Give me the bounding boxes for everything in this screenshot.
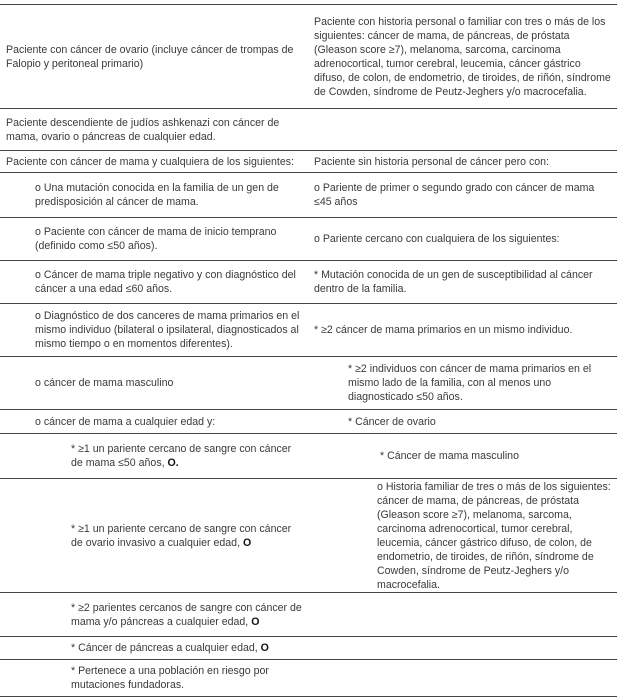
table-cell — [0, 304, 308, 356]
table-cell — [0, 173, 308, 217]
or-marker: O — [242, 536, 252, 549]
or-marker: O — [251, 615, 260, 628]
table-row — [0, 303, 617, 356]
table-cell — [0, 151, 308, 172]
table-cell — [308, 637, 617, 659]
table-row — [0, 409, 617, 433]
cell-text: o Historia familiar de tres o más de los siguientes: cáncer de mama, de páncreas, de próstata (Gleason score ≥7), melanoma, sarcoma, carcinoma adrenocortical, tumor cerebral, leucemia, cáncer gástrico difuso, de colon, de endometrio, de tiroides, de riñón, síndrome de Cowden, síndrome de Peutz-Jeghers y/o macrocefalia. — [377, 480, 611, 591]
table-cell — [0, 434, 308, 478]
table-row — [0, 636, 617, 659]
table-row — [0, 433, 617, 478]
table-row — [0, 108, 617, 150]
table-cell — [0, 660, 308, 696]
cell-text: * ≥2 parientes cercanos de sangre con cáncer de mama y/o páncreas a cualquier edad, — [71, 601, 302, 628]
cell-text: * Cáncer de ovario — [348, 415, 436, 428]
cell-text: * ≥1 un pariente cercano de sangre con cáncer de ovario invasivo a cualquier edad, — [71, 522, 292, 549]
table-row — [0, 172, 617, 217]
cell-text: Paciente con cáncer de ovario (incluye cáncer de trompas de Falopio y peritoneal primario) — [6, 43, 294, 70]
table-cell — [308, 109, 617, 150]
table-cell — [0, 357, 308, 409]
table-row — [0, 217, 617, 260]
table-cell — [0, 109, 308, 150]
or-marker: O. — [167, 457, 179, 469]
table-cell — [308, 5, 617, 108]
table-cell — [308, 304, 617, 356]
cell-text: * Cáncer de mama masculino — [380, 450, 519, 462]
cell-text: o Pariente cercano con cualquiera de los siguientes: — [314, 233, 560, 245]
cell-text: o cáncer de mama a cualquier edad y: — [35, 415, 216, 428]
table-row — [0, 356, 617, 409]
cell-text: Paciente descendiente de judíos ashkenazi con cáncer de mama, ovario o páncreas de cualquier edad. — [6, 116, 280, 143]
table-row — [0, 592, 617, 636]
cell-text: * ≥2 individuos con cáncer de mama primarios en el mismo lado de la familia, con al menos uno diagnosticado ≤50 años. — [348, 363, 592, 403]
table-row — [0, 4, 617, 108]
cell-text: * Mutación conocida de un gen de susceptibilidad al cáncer dentro de la familia. — [314, 269, 593, 295]
cell-text: o Cáncer de mama triple negativo y con diagnóstico del cáncer a una edad ≤60 años. — [35, 269, 296, 295]
cell-text: Paciente con historia personal o familiar con tres o más de los siguientes: cáncer de mama, de páncreas, de próstata (Gleason score ≥7), melanoma, sarcoma, carcinoma adrenocortical, tumor cerebral, leucemia, cáncer gástrico difuso, de colon, de endometrio, de tiroides, de riñón, síndrome de Cowden, síndrome de Peutz-Jeghers y/o macrocefalia. — [314, 15, 611, 98]
cell-text: o Una mutación conocida en la familia de un gen de predisposición al cáncer de mama. — [35, 182, 279, 208]
table-cell — [308, 410, 617, 433]
table-row — [0, 260, 617, 303]
cell-text: * Cáncer de páncreas a cualquier edad, — [71, 642, 261, 654]
table-cell — [0, 479, 308, 592]
cell-text: * ≥1 un pariente cercano de sangre con cáncer de mama ≤50 años, — [71, 443, 292, 469]
table-cell — [308, 151, 617, 172]
cell-text: Paciente con cáncer de mama y cualquiera de los siguientes: — [6, 155, 294, 168]
cell-text: Paciente sin historia personal de cáncer pero con: — [314, 155, 549, 168]
cell-text: o cáncer de mama masculino — [35, 377, 174, 389]
cell-text: o Diagnóstico de dos canceres de mama primarios en el mismo individuo (bilateral o ipsilateral, diagnosticados al mismo tiempo o en momentos diferentes). — [35, 310, 300, 350]
cell-text: o Pariente de primer o segundo grado con cáncer de mama ≤45 años — [314, 182, 595, 208]
table-cell — [308, 479, 617, 592]
table-cell — [308, 218, 617, 260]
cell-text: o Paciente con cáncer de mama de inicio temprano (definido como ≤50 años). — [35, 226, 277, 252]
table-row — [0, 478, 617, 592]
table-cell — [0, 261, 308, 303]
table-cell — [308, 434, 617, 478]
table-row — [0, 659, 617, 697]
table-cell — [0, 5, 308, 108]
table-cell — [0, 593, 308, 636]
table-cell — [308, 357, 617, 409]
criteria-table — [0, 4, 617, 697]
table-cell — [308, 261, 617, 303]
table-row — [0, 150, 617, 172]
table-cell — [308, 593, 617, 636]
table-cell — [0, 218, 308, 260]
table-cell — [308, 173, 617, 217]
table-cell — [0, 410, 308, 433]
cell-text: * Pertenece a una población en riesgo por mutaciones fundadoras. — [71, 665, 269, 691]
or-marker: O — [260, 642, 269, 654]
cell-text: * ≥2 cáncer de mama primarios en un mismo individuo. — [314, 324, 573, 336]
table-cell — [0, 637, 308, 659]
table-cell — [308, 660, 617, 696]
